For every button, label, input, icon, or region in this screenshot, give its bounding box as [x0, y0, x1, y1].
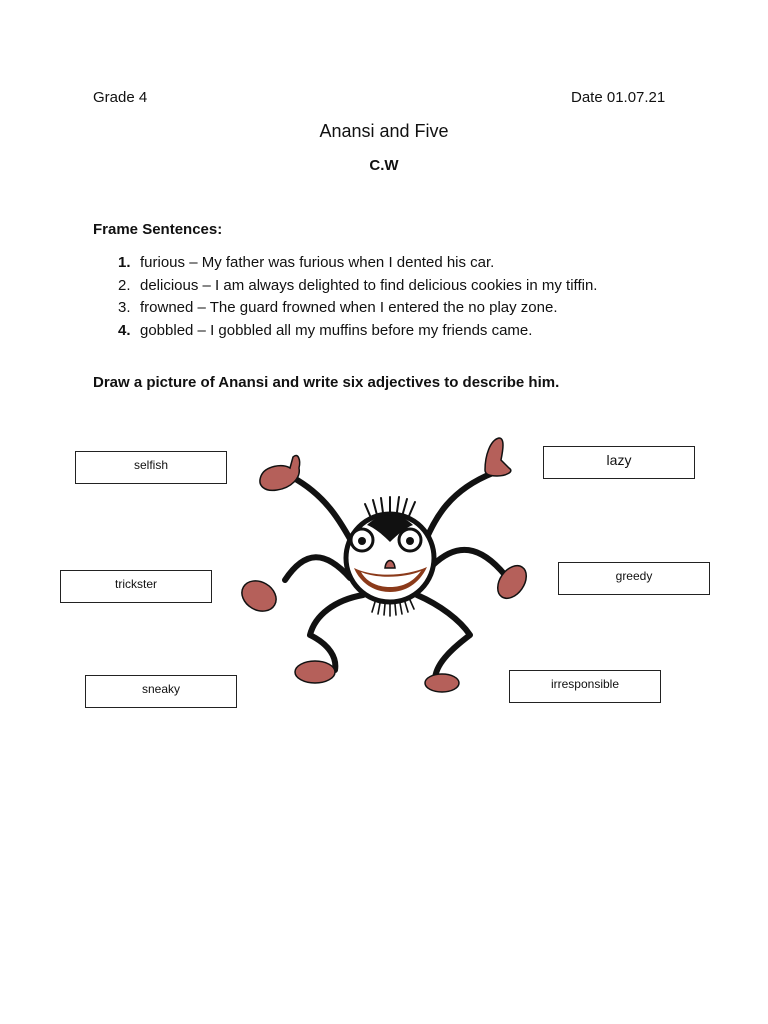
anansi-spider-drawing-icon — [235, 430, 535, 700]
adjective-box-trickster: trickster — [60, 570, 212, 603]
spider-leg — [292, 477, 355, 548]
list-item — [118, 252, 718, 275]
adjective-box-irresponsible: irresponsible — [509, 670, 661, 703]
spider-leg — [417, 595, 470, 680]
list-number: 4. — [118, 321, 131, 339]
spider-hand — [260, 455, 300, 490]
frame-sentences-heading: Frame Sentences: — [93, 221, 223, 238]
list-item — [118, 320, 718, 343]
page-subtitle: C.W — [369, 157, 399, 174]
list-text: delicious – I am always delighted to find delicious cookies in my tiffin. — [140, 276, 598, 294]
list-number: 1. — [118, 254, 131, 271]
instruction-text: Draw a picture of Anansi and write six adjectives to describe him. — [93, 374, 560, 391]
list-text: furious – My father was furious when I dented his car. — [140, 254, 495, 271]
list-text: frowned – The guard frowned when I entered the no play zone. — [140, 299, 558, 316]
spider-hand — [236, 575, 281, 617]
adjective-box-sneaky: sneaky — [85, 675, 237, 708]
list-text: gobbled – I gobbled all my muffins before my friends came. — [140, 321, 533, 339]
list-number: 2. — [118, 276, 131, 294]
spider-hand — [485, 438, 511, 476]
list-number: 3. — [118, 299, 131, 316]
spider-foot — [425, 674, 459, 692]
list-item — [118, 275, 718, 298]
adjective-box-lazy: lazy — [543, 446, 695, 479]
page-title: Anansi and Five — [319, 121, 449, 141]
grade-label: Grade 4 — [93, 89, 148, 106]
adjective-box-selfish: selfish — [75, 451, 227, 484]
list-item — [118, 297, 718, 320]
date-label: Date 01.07.21 — [571, 89, 666, 106]
spider-leg — [285, 557, 350, 580]
spider-foot — [295, 661, 335, 683]
spider-leg — [433, 550, 505, 575]
spider-leg — [425, 473, 493, 542]
frame-sentences-list — [118, 252, 718, 342]
spider-nose — [385, 561, 395, 569]
spider-leg — [310, 595, 363, 670]
adjective-box-greedy: greedy — [558, 562, 710, 595]
